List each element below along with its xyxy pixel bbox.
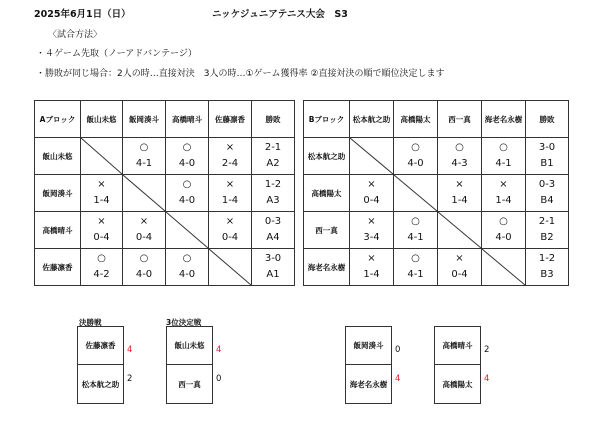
self-match-cell <box>350 138 394 175</box>
tournament-date: 2025年6月1日（日） <box>34 9 131 20</box>
win-mark: ○ <box>97 253 106 264</box>
loss-mark: × <box>225 179 235 190</box>
win-loss-record: 3-0 <box>264 253 282 264</box>
block-rank: A2 <box>266 158 280 169</box>
record-cell <box>252 249 295 286</box>
win-mark: ○ <box>455 142 464 153</box>
column-player-name: 松本航之助 <box>350 101 394 138</box>
match-score: 0-4 <box>363 195 380 206</box>
match-score-top: 0 <box>395 345 401 355</box>
match-score: 1-4 <box>221 195 239 206</box>
match-box <box>166 326 213 404</box>
self-match-cell <box>123 175 166 212</box>
match-score: 1-4 <box>363 269 380 280</box>
block-rank: B1 <box>540 158 554 169</box>
rule-tiebreak: ・勝敗が同じ場合：2人の時…直接対決 3人の時…①ゲーム獲得率 ②直接対決の順で順位決定します <box>36 69 445 79</box>
match-cell <box>394 249 438 286</box>
diagonal-slash <box>123 175 165 211</box>
win-mark: ○ <box>182 253 192 264</box>
match-cell <box>123 212 166 249</box>
player-row <box>304 138 569 175</box>
block-a-table <box>34 100 295 286</box>
match-cell <box>350 212 394 249</box>
self-match-cell <box>482 249 526 286</box>
record-cell <box>526 138 569 175</box>
match-cell <box>482 138 526 175</box>
block-label: Bブロック <box>304 101 350 138</box>
match-score: 4-0 <box>135 269 153 280</box>
record-cell <box>252 138 295 175</box>
row-player-name: 飯山未悠 <box>35 138 81 175</box>
match-player-bottom: 高橋陽太 <box>442 379 473 389</box>
record-cell <box>252 212 295 249</box>
match-score: 4-1 <box>407 232 424 243</box>
match-cell <box>209 138 252 175</box>
loss-mark: × <box>367 216 376 227</box>
match-score-bottom: 0 <box>216 374 222 384</box>
match-cell <box>81 249 123 286</box>
match-score: 1-4 <box>495 195 512 206</box>
match-score: 4-3 <box>451 158 468 169</box>
loss-mark: × <box>225 142 235 153</box>
match-cell <box>350 175 394 212</box>
self-match-cell <box>438 212 482 249</box>
loss-mark: × <box>499 179 508 190</box>
match-cell <box>81 175 123 212</box>
match-score: 1-4 <box>451 195 468 206</box>
player-row <box>304 249 569 286</box>
match-cell <box>166 138 209 175</box>
match-score-top: 4 <box>127 345 133 355</box>
match-player-top: 高橋晴斗 <box>435 327 480 365</box>
record-cell <box>526 175 569 212</box>
match-score: 4-1 <box>407 269 424 280</box>
loss-mark: × <box>97 216 106 227</box>
win-mark: ○ <box>139 142 149 153</box>
player-row <box>35 138 295 175</box>
row-player-name: 海老名永樹 <box>304 249 350 286</box>
match-label: 3位決定戦 <box>166 318 202 327</box>
block-rank: A4 <box>266 232 280 243</box>
win-loss-record: 1-2 <box>264 179 282 190</box>
header-row <box>304 101 569 138</box>
header-row <box>35 101 295 138</box>
match-score-bottom: 2 <box>127 374 133 384</box>
match-score: 3-4 <box>363 232 380 243</box>
block-rank: B4 <box>540 195 554 206</box>
match-score: 0-4 <box>93 232 110 243</box>
win-mark: ○ <box>182 142 192 153</box>
player-row <box>304 175 569 212</box>
row-player-name: 西一真 <box>304 212 350 249</box>
win-mark: ○ <box>411 216 420 227</box>
block-rank: A3 <box>266 195 280 206</box>
column-player-name: 飯岡湊斗 <box>123 101 166 138</box>
match-score-bottom: 4 <box>484 374 490 384</box>
match-cell <box>482 175 526 212</box>
row-player-name: 佐藤凛香 <box>35 249 81 286</box>
match-cell <box>438 175 482 212</box>
block-b-table <box>303 100 569 286</box>
match-cell <box>482 212 526 249</box>
loss-mark: × <box>455 253 464 264</box>
match-score: 4-2 <box>93 269 110 280</box>
win-loss-record: 0-3 <box>538 179 556 190</box>
match-score: 4-1 <box>495 158 512 169</box>
record-cell <box>526 212 569 249</box>
match-score: 4-0 <box>495 232 512 243</box>
column-player-name: 高橋晴斗 <box>166 101 209 138</box>
rule-first-to-four: ・４ゲーム先取（ノーアドバンテージ） <box>36 49 197 59</box>
diagonal-slash <box>209 249 251 285</box>
match-score-top: 2 <box>484 345 490 355</box>
row-player-name: 高橋晴斗 <box>35 212 81 249</box>
match-player-bottom: 西一真 <box>178 379 201 389</box>
win-mark: ○ <box>139 253 149 264</box>
diagonal-slash <box>482 249 525 285</box>
loss-mark: × <box>367 179 376 190</box>
result-header: 勝敗 <box>526 101 569 138</box>
self-match-cell <box>166 212 209 249</box>
block-rank: A1 <box>266 269 280 280</box>
record-cell <box>526 249 569 286</box>
player-row <box>35 212 295 249</box>
win-mark: ○ <box>182 179 192 190</box>
match-score: 2-4 <box>221 158 239 169</box>
column-player-name: 飯山未悠 <box>81 101 123 138</box>
match-player-bottom: 海老名永樹 <box>349 379 388 389</box>
self-match-cell <box>81 138 123 175</box>
match-player-top: 飯岡湊斗 <box>346 327 391 365</box>
loss-mark: × <box>225 216 235 227</box>
win-loss-record: 1-2 <box>538 253 556 264</box>
diagonal-slash <box>350 138 393 174</box>
method-heading: 〈試合方法〉 <box>48 30 103 40</box>
block-rank: B3 <box>540 269 554 280</box>
match-score: 4-0 <box>178 158 196 169</box>
win-mark: ○ <box>411 142 420 153</box>
match-cell <box>81 212 123 249</box>
match-cell <box>166 175 209 212</box>
tournament-title: ニッケジュニアテニス大会 S3 <box>212 9 348 20</box>
player-row <box>35 249 295 286</box>
self-match-cell <box>394 175 438 212</box>
loss-mark: × <box>455 179 464 190</box>
column-player-name: 西一真 <box>438 101 482 138</box>
result-header: 勝敗 <box>252 101 295 138</box>
match-score: 4-0 <box>178 269 196 280</box>
record-cell <box>252 175 295 212</box>
match-cell <box>123 249 166 286</box>
diagonal-slash <box>394 175 437 211</box>
match-cell <box>209 212 252 249</box>
match-box <box>345 326 392 404</box>
match-cell <box>438 138 482 175</box>
match-cell <box>438 249 482 286</box>
self-match-cell <box>209 249 252 286</box>
match-score: 4-1 <box>135 158 153 169</box>
diagonal-slash <box>81 138 122 174</box>
match-cell <box>123 138 166 175</box>
match-box <box>77 326 124 404</box>
match-score: 0-4 <box>135 232 153 243</box>
match-cell <box>350 249 394 286</box>
win-mark: ○ <box>411 253 420 264</box>
match-score-bottom: 4 <box>395 374 401 384</box>
match-player-bottom: 松本航之助 <box>81 379 120 389</box>
match-player-top: 佐藤凛香 <box>78 327 123 365</box>
match-label: 決勝戦 <box>79 318 102 327</box>
win-mark: ○ <box>499 216 508 227</box>
player-row <box>35 175 295 212</box>
diagonal-slash <box>438 212 481 248</box>
row-player-name: 飯岡湊斗 <box>35 175 81 212</box>
match-score: 1-4 <box>93 195 110 206</box>
match-cell <box>394 212 438 249</box>
match-score: 0-4 <box>451 269 468 280</box>
match-score-top: 4 <box>216 345 222 355</box>
column-player-name: 佐藤凛香 <box>209 101 252 138</box>
row-player-name: 高橋陽太 <box>304 175 350 212</box>
win-loss-record: 2-1 <box>538 216 556 227</box>
diagonal-slash <box>166 212 208 248</box>
block-label: Aブロック <box>35 101 81 138</box>
match-player-top: 飯山未悠 <box>167 327 212 365</box>
match-cell <box>209 175 252 212</box>
win-mark: ○ <box>499 142 508 153</box>
loss-mark: × <box>139 216 149 227</box>
match-box <box>434 326 481 404</box>
win-loss-record: 0-3 <box>264 216 282 227</box>
win-loss-record: 2-1 <box>264 142 282 153</box>
match-cell <box>166 249 209 286</box>
win-loss-record: 3-0 <box>538 142 556 153</box>
match-score: 4-0 <box>178 195 196 206</box>
row-player-name: 松本航之助 <box>304 138 350 175</box>
column-player-name: 高橋陽太 <box>394 101 438 138</box>
loss-mark: × <box>97 179 106 190</box>
column-player-name: 海老名永樹 <box>482 101 526 138</box>
loss-mark: × <box>367 253 376 264</box>
player-row <box>304 212 569 249</box>
block-rank: B2 <box>540 232 554 243</box>
match-cell <box>394 138 438 175</box>
match-score: 0-4 <box>221 232 239 243</box>
match-score: 4-0 <box>407 158 424 169</box>
